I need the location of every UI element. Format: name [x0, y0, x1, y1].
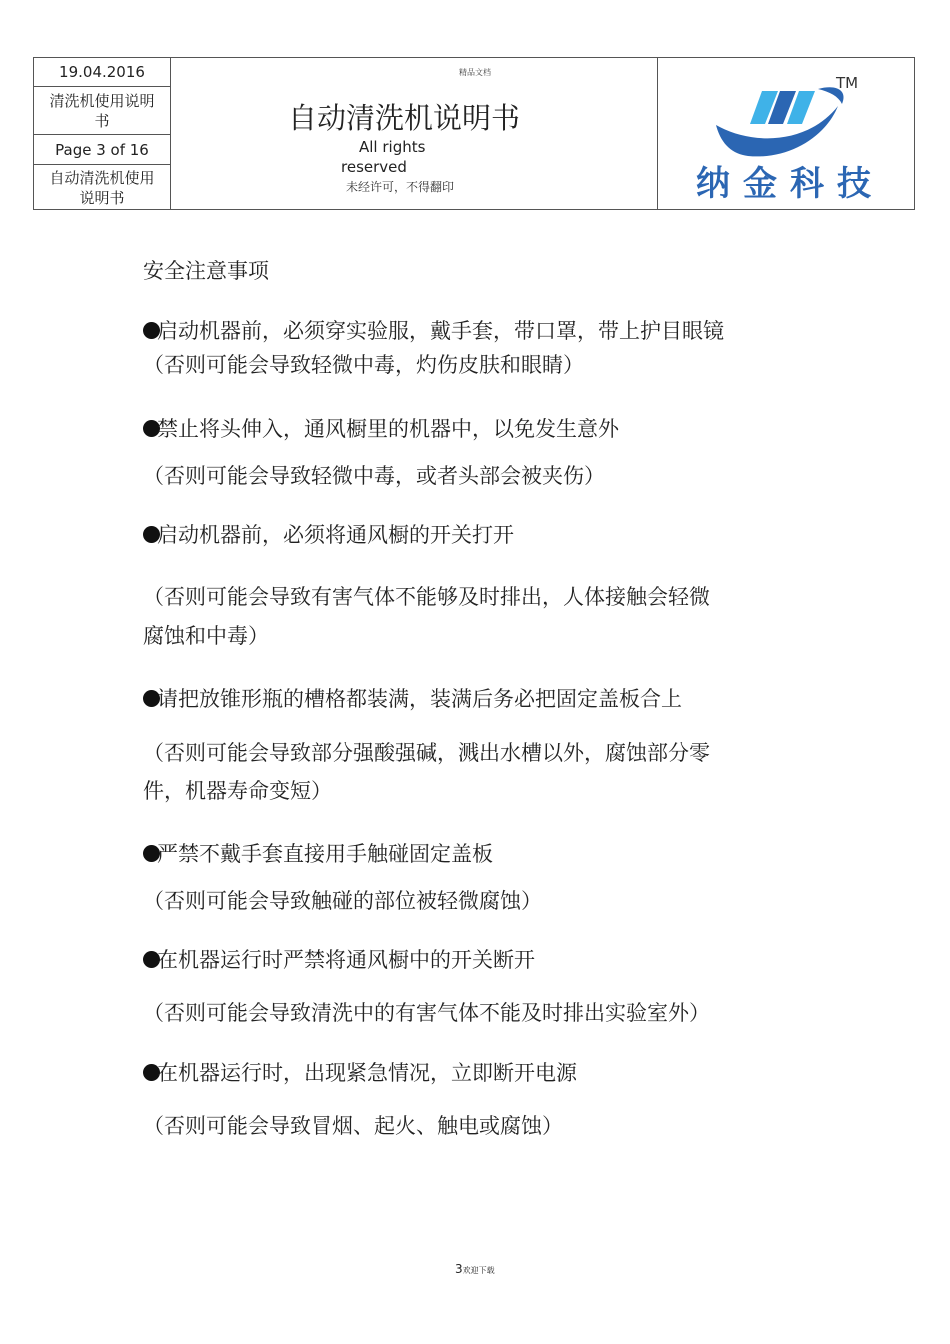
bullet-text: 请把放锥形瓶的槽格都装满，装满后务必把固定盖板合上 [157, 687, 682, 711]
bullet-note: 腐蚀和中毒） [143, 624, 269, 648]
bullet-note: （否则可能会导致有害气体不能够及时排出，人体接触会轻微 [143, 585, 710, 609]
no-copy-note: 未经许可，不得翻印 [346, 180, 455, 194]
bullet-text: 启动机器前，必须将通风橱的开关打开 [157, 523, 514, 547]
section-heading: 安全注意事项 [143, 259, 269, 283]
bullet-text: 启动机器前，必须穿实验服，戴手套，带口罩，带上护目眼镜 [157, 319, 724, 343]
document-header [33, 57, 915, 210]
bullet-note: （否则可能会导致触碰的部位被轻微腐蚀） [143, 889, 542, 913]
page-footer [455, 1262, 495, 1276]
header-title-column [171, 58, 657, 209]
bullet-text: 在机器运行时严禁将通风橱中的开关断开 [157, 948, 535, 972]
bullet-item [143, 413, 619, 443]
bullet-text: 在机器运行时，出现紧急情况，立即断开电源 [157, 1061, 577, 1085]
bullet-item [143, 838, 493, 868]
document-title: 自动清洗机说明书 [288, 101, 521, 135]
trademark-symbol: TM [836, 74, 859, 92]
company-logo [657, 58, 916, 209]
header-info-column [34, 58, 171, 209]
brand-name: 纳金科技 [696, 164, 884, 204]
bullet-item [143, 315, 724, 345]
bullet-note: （否则可能会导致冒烟、起火、触电或腐蚀） [143, 1114, 563, 1138]
header-doc-short-title-2: 自动清洗机使用说明书 [49, 169, 155, 207]
bullet-item [143, 683, 682, 713]
bullet-item [143, 944, 535, 974]
footer-note: 欢迎下载 [462, 1266, 495, 1275]
rights-line-1: All rights [359, 138, 426, 156]
page-number: 3 [455, 1262, 463, 1276]
header-doc-short-title: 清洗机使用说明书 [34, 87, 170, 135]
bullet-text: 禁止将头伸入，通风橱里的机器中，以免发生意外 [157, 417, 619, 441]
bullet-item [143, 519, 514, 549]
header-page-label: Page 3 of 16 [34, 135, 170, 165]
bullet-note: 件，机器寿命变短） [143, 779, 332, 803]
bullet-note: （否则可能会导致部分强酸强碱，溅出水槽以外，腐蚀部分零 [143, 741, 710, 765]
header-date: 19.04.2016 [34, 58, 170, 87]
bullet-text: 严禁不戴手套直接用手触碰固定盖板 [157, 842, 493, 866]
bullet-note: （否则可能会导致轻微中毒，或者头部会被夹伤） [143, 464, 605, 488]
bullet-note: （否则可能会导致清洗中的有害气体不能及时排出实验室外） [143, 1001, 710, 1025]
bullet-note: （否则可能会导致轻微中毒，灼伤皮肤和眼睛） [143, 353, 584, 377]
rights-line-2: reserved [341, 158, 407, 176]
bullet-item [143, 1057, 577, 1087]
header-top-note: 精品文档 [459, 68, 491, 77]
